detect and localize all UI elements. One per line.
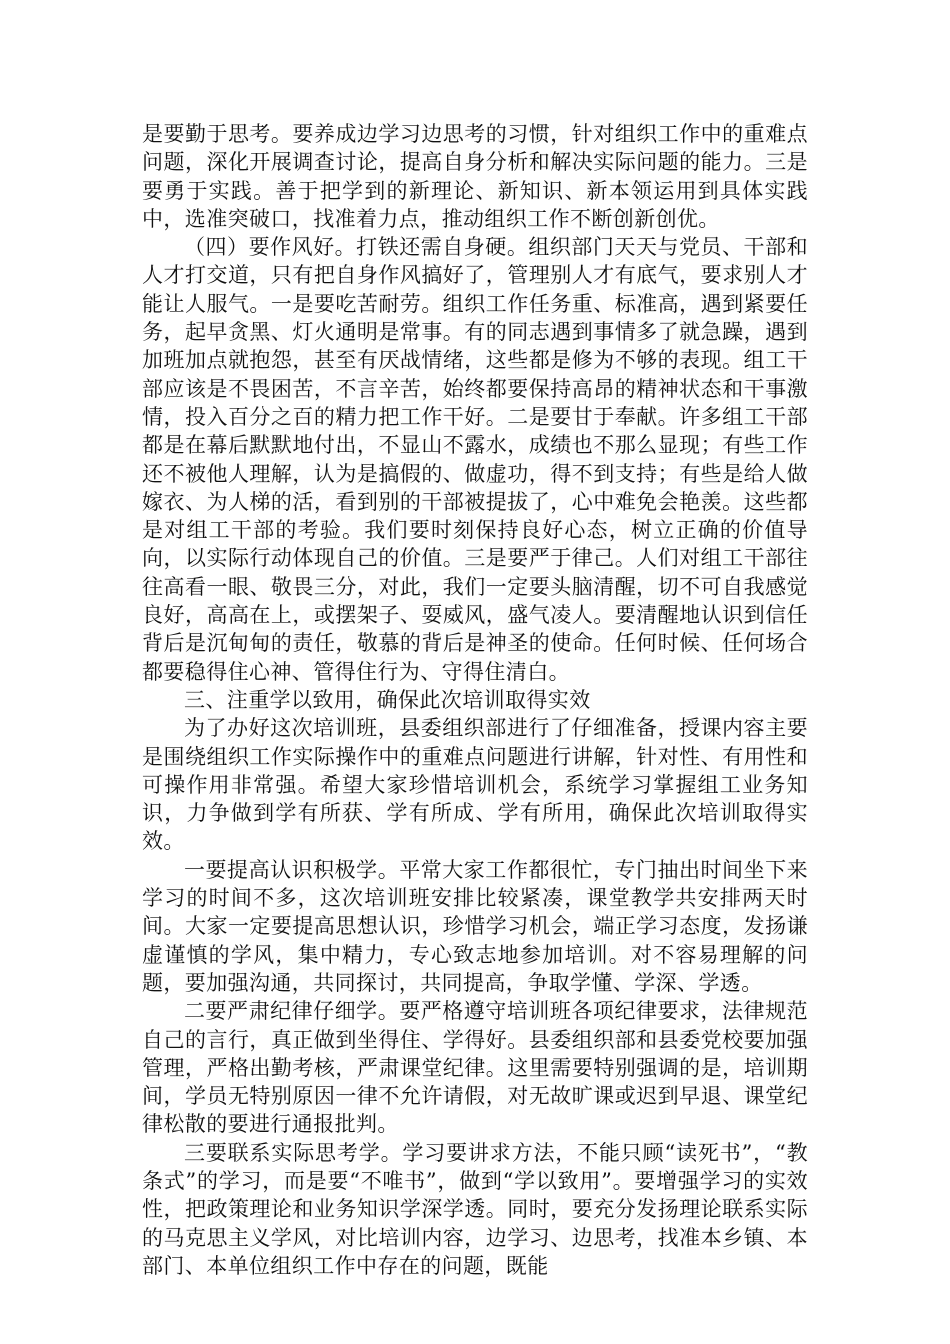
document-body — [142, 120, 808, 1280]
paragraph-work-style: （四）要作风好。打铁还需自身硬。组织部门天天与党员、干部和人才打交道，只有把自身作风搞好了，管理别人才有底气，要求别人才能让人服气。一是要吃苦耐劳。组织工作任务重、标准高，遇到紧要任务，起早贪黑、灯火通明是常事。有的同志遇到事情多了就急躁，遇到加班加点就抱怨，甚至有厌战情绪，这些都是修为不够的表现。组工干部应该是不畏困苦，不言辛苦，始终都要保持高昂的精神状态和干事激情，投入百分之百的精力把工作干好。二是要甘于奉献。许多组工干部都是在幕后默默地付出，不显山不露水，成绩也不那么显现；有些工作还不被他人理解，认为是搞假的、做虚功，得不到支持；有些是给人做嫁衣、为人梯的活，看到别的干部被提拔了，心中难免会艳羡。这些都是对组工干部的考验。我们要时刻保持良好心态，树立正确的价值导向，以实际行动体现自己的价值。三是要严于律己。人们对组工干部往往高看一眼、敬畏三分，对此，我们一定要头脑清醒，切不可自我感觉良好，高高在上，或摆架子、耍威风，盛气凌人。要清醒地认识到信任背后是沉甸甸的责任，敬慕的背后是神圣的使命。任何时候、任何场合都要稳得住心神、管得住行为、守得住清白。 — [142, 235, 808, 684]
paragraph-discipline: 二要严肃纪律仔细学。要严格遵守培训班各项纪律要求，法律规范自己的言行，真正做到坐得住、学得好。县委组织部和县委党校要加强管理，严格出勤考核，严肃课堂纪律。这里需要特别强调的是，培训期间，学员无特别原因一律不允许请假，对无故旷课或迟到早退、课堂纪律松散的要进行通报批判。 — [142, 999, 808, 1137]
paragraph-training-preparation: 为了办好这次培训班，县委组织部进行了仔细准备，授课内容主要是围绕组织工作实际操作中的重难点问题进行讲解，针对性、有用性和可操作用非常强。希望大家珍惜培训机会，系统学习掌握组工业务知识，力争做到学有所获、学有所成、学有所用，确保此次培训取得实效。 — [142, 716, 808, 854]
paragraph-continued-thinking: 是要勤于思考。要养成边学习边思考的习惯，针对组织工作中的重难点问题，深化开展调查讨论，提高自身分析和解决实际问题的能力。三是要勇于实践。善于把学到的新理论、新知识、新本领运用到具体实践中，选准突破口，找准着力点，推动组织工作不断创新创优。 — [142, 122, 808, 231]
paragraph-practical-thinking: 三要联系实际思考学。学习要讲求方法，不能只顾“读死书”，“教条式”的学习，而是要“不唯书”，做到“学以致用”。要增强学习的实效性，把政策理论和业务知识学深学透。同时，要充分发扬理论联系实际的马克思主义学风，对比培训内容，边学习、边思考，找准本乡镇、本部门、本单位组织工作中存在的问题，既能 — [142, 1140, 808, 1278]
paragraph-raise-awareness: 一要提高认识积极学。平常大家工作都很忙，专门抽出时间坐下来学习的时间不多，这次培训班安排比较紧凑，课堂教学共安排两天时间。大家一定要提高思想认识，珍惜学习机会，端正学习态度，发扬谦虚谨慎的学风，集中精力，专心致志地参加培训。对不容易理解的问题，要加强沟通，共同探讨，共同提高，争取学懂、学深、学透。 — [142, 857, 808, 995]
section-heading-three: 三、注重学以致用，确保此次培训取得实效 — [184, 687, 591, 712]
